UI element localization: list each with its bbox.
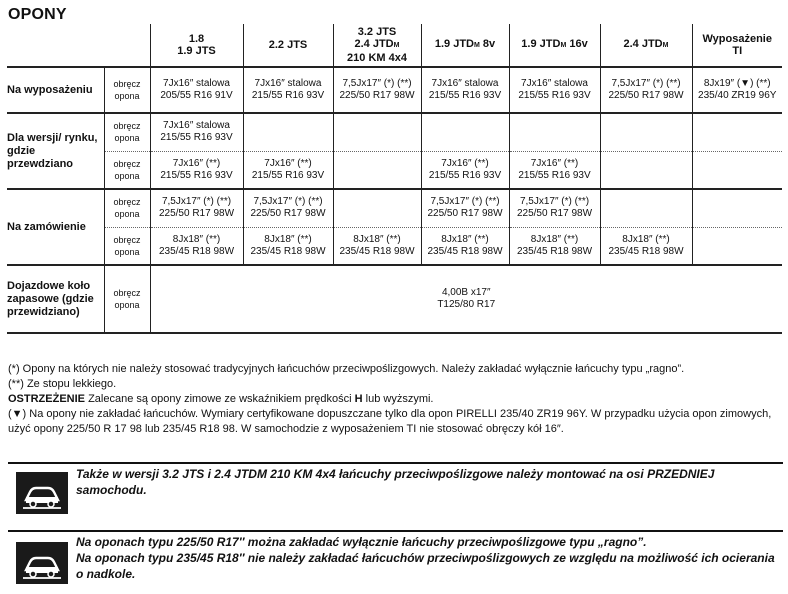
cell-where-a-c1: 7Jx16″ stalowa 215/55 R16 93V xyxy=(150,113,243,151)
warning-text-1: Także w wersji 3.2 JTS i 2.4 JTDM 210 KM 4x4 łańcuchy przeciwpoślizgowe należy montować na osi PRZEDNIEJ samochodu. xyxy=(76,467,715,497)
cell-std-c7: 8Jx19″ (▼) (**) 235/40 ZR19 96Y xyxy=(692,67,782,113)
footnote-4: (▼) Na opony nie zakładać łańcuchów. Wymiary certyfikowane dopuszczane tylko dla opon PIRELLI 235/40 ZR19 96Y. W przypadku użycia opon zimowych, użyć opony 225/50 R 17 98 lub 235/45 R18 98. W samochodzie z wyposażeniem TI nie stosować obręczy kół 16″. xyxy=(8,408,772,435)
cell-order-b-c5: 8Jx18″ (**) 235/45 R18 98W xyxy=(509,227,600,265)
group-market: Dla wersji/ rynku, gdzie przewdziano xyxy=(7,113,104,189)
row-kind: obręcz opona xyxy=(104,227,150,265)
cell-std-c1: 7Jx16″ stalowa 205/55 R16 91V xyxy=(150,67,243,113)
cell-where-a-c6 xyxy=(600,113,692,151)
group-order: Na zamówienie xyxy=(7,189,104,265)
row-kind: obręcz opona xyxy=(104,151,150,189)
footnote-warning: OSTRZEŻENIE Zalecane są opony zimowe ze wskaźnikiem prędkości H lub wyższymi. xyxy=(8,393,434,405)
cell-std-c6: 7,5Jx17″ (*) (**) 225/50 R17 98W xyxy=(600,67,692,113)
row-kind: obręcz opona xyxy=(104,189,150,227)
row-kind: obręcz opona xyxy=(104,67,150,113)
cell-std-c4: 7Jx16″ stalowa 215/55 R16 93V xyxy=(421,67,509,113)
cell-where-b-c2: 7Jx16″ (**) 215/55 R16 93V xyxy=(243,151,333,189)
cell-order-b-c3: 8Jx18″ (**) 235/45 R18 98W xyxy=(333,227,421,265)
footnote-2: (**) Ze stopu lekkiego. xyxy=(8,378,117,390)
car-on-snow-icon xyxy=(16,542,68,584)
cell-where-a-c4 xyxy=(421,113,509,151)
cell-where-a-c7 xyxy=(692,113,782,151)
cell-spare: 4,00B x17″ T125/80 R17 xyxy=(150,265,782,333)
row-kind: obręcz opona xyxy=(104,113,150,151)
car-on-snow-icon xyxy=(16,472,68,514)
group-spare: Dojazdowe koło zapasowe (gdzie przewidziano) xyxy=(7,265,104,333)
cell-order-b-c1: 8Jx18″ (**) 235/45 R18 98W xyxy=(150,227,243,265)
cell-std-c2: 7Jx16″ stalowa 215/55 R16 93V xyxy=(243,67,333,113)
cell-where-b-c6 xyxy=(600,151,692,189)
cell-where-a-c3 xyxy=(333,113,421,151)
cell-order-a-c7 xyxy=(692,189,782,227)
cell-order-a-c6 xyxy=(600,189,692,227)
header-col-4: 1.9 JTDM 8v xyxy=(421,24,509,67)
header-blank-kind xyxy=(104,24,150,67)
cell-where-a-c5 xyxy=(509,113,600,151)
cell-order-b-c2: 8Jx18″ (**) 235/45 R18 98W xyxy=(243,227,333,265)
cell-order-b-c7 xyxy=(692,227,782,265)
header-col-5: 1.9 JTDM 16v xyxy=(509,24,600,67)
cell-std-c5: 7Jx16″ stalowa 215/55 R16 93V xyxy=(509,67,600,113)
header-col-2: 2.2 JTS xyxy=(243,24,333,67)
cell-order-a-c3 xyxy=(333,189,421,227)
warning-box-1 xyxy=(8,462,783,522)
cell-where-b-c7 xyxy=(692,151,782,189)
cell-where-b-c5: 7Jx16″ (**) 215/55 R16 93V xyxy=(509,151,600,189)
cell-order-a-c1: 7,5Jx17″ (*) (**) 225/50 R17 98W xyxy=(150,189,243,227)
tyre-table xyxy=(7,24,782,334)
cell-where-a-c2 xyxy=(243,113,333,151)
footnote-1: (*) Opony na których nie należy stosować tradycyjnych łańcuchów przeciwpoślizgowych. Należy zakładać wyłącznie łańcuchy typu „ragno”. xyxy=(8,363,685,375)
cell-order-a-c5: 7,5Jx17″ (*) (**) 225/50 R17 98W xyxy=(509,189,600,227)
row-kind: obręcz opona xyxy=(104,265,150,333)
cell-std-c3: 7,5Jx17″ (*) (**) 225/50 R17 98W xyxy=(333,67,421,113)
footnotes xyxy=(8,362,782,437)
warning-box-2 xyxy=(8,530,783,594)
warning-text-2: Na oponach typu 225/50 R17″ można zakładać wyłącznie łańcuchy przeciwpoślizgowe typu „ragno”. Na oponach typu 235/45 R18″ nie należy zakładać łańcuchów przeciwpoślizgowych ze względu na możliwość ich ocierania o nadkole. xyxy=(76,535,775,581)
header-col-3: 3.2 JTS 2.4 JTDM 210 KM 4x4 xyxy=(333,24,421,67)
cell-order-a-c4: 7,5Jx17″ (*) (**) 225/50 R17 98W xyxy=(421,189,509,227)
cell-order-b-c4: 8Jx18″ (**) 235/45 R18 98W xyxy=(421,227,509,265)
cell-order-b-c6: 8Jx18″ (**) 235/45 R18 98W xyxy=(600,227,692,265)
cell-where-b-c4: 7Jx16″ (**) 215/55 R16 93V xyxy=(421,151,509,189)
cell-order-a-c2: 7,5Jx17″ (*) (**) 225/50 R17 98W xyxy=(243,189,333,227)
header-col-7: Wyposażenie TI xyxy=(692,24,782,67)
page-title: OPONY xyxy=(8,6,67,23)
header-col-1: 1.8 1.9 JTS xyxy=(150,24,243,67)
cell-where-b-c3 xyxy=(333,151,421,189)
header-col-6: 2.4 JTDM xyxy=(600,24,692,67)
header-blank xyxy=(7,24,104,67)
cell-where-b-c1: 7Jx16″ (**) 215/55 R16 93V xyxy=(150,151,243,189)
group-standard: Na wyposażeniu xyxy=(7,67,104,113)
